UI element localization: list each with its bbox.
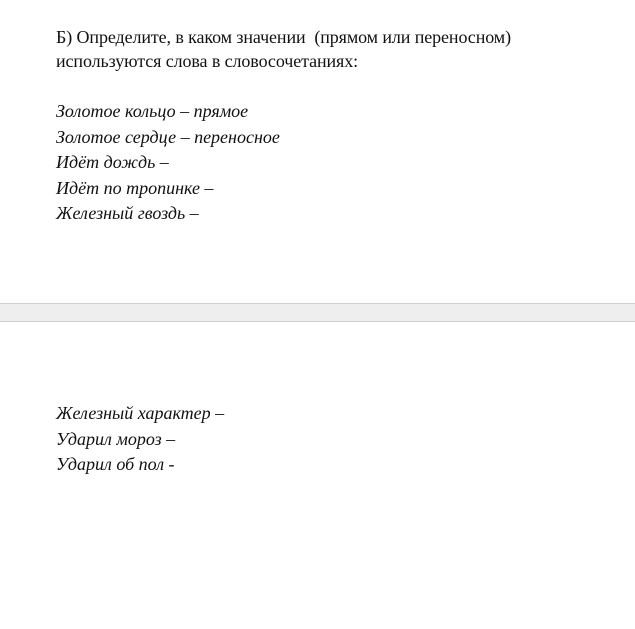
phrase-item: Идёт по тропинке – [56, 177, 214, 198]
phrase-item: Железный характер – [56, 403, 225, 423]
phrase-item: Золотое сердце – переносное [56, 126, 280, 147]
task-line-2: используются слова в словосочетаниях: [56, 51, 359, 71]
page-1 [0, 0, 635, 303]
task-line-1: Б) Определите, в каком значении (прямом или переносном) [56, 27, 511, 47]
phrase-item: Ударил об пол - [56, 454, 175, 474]
phrase-item: Железный гвоздь – [56, 203, 199, 223]
task-instruction [56, 25, 596, 73]
phrase-list-page-2 [56, 401, 224, 478]
phrase-item: Идёт дождь – [56, 152, 169, 172]
phrase-item: Ударил мороз – [56, 428, 176, 449]
page-2 [0, 322, 635, 629]
phrase-list-page-1 [56, 99, 280, 227]
page-separator [0, 303, 635, 322]
phrase-item: Золотое кольцо – прямое [56, 101, 249, 121]
